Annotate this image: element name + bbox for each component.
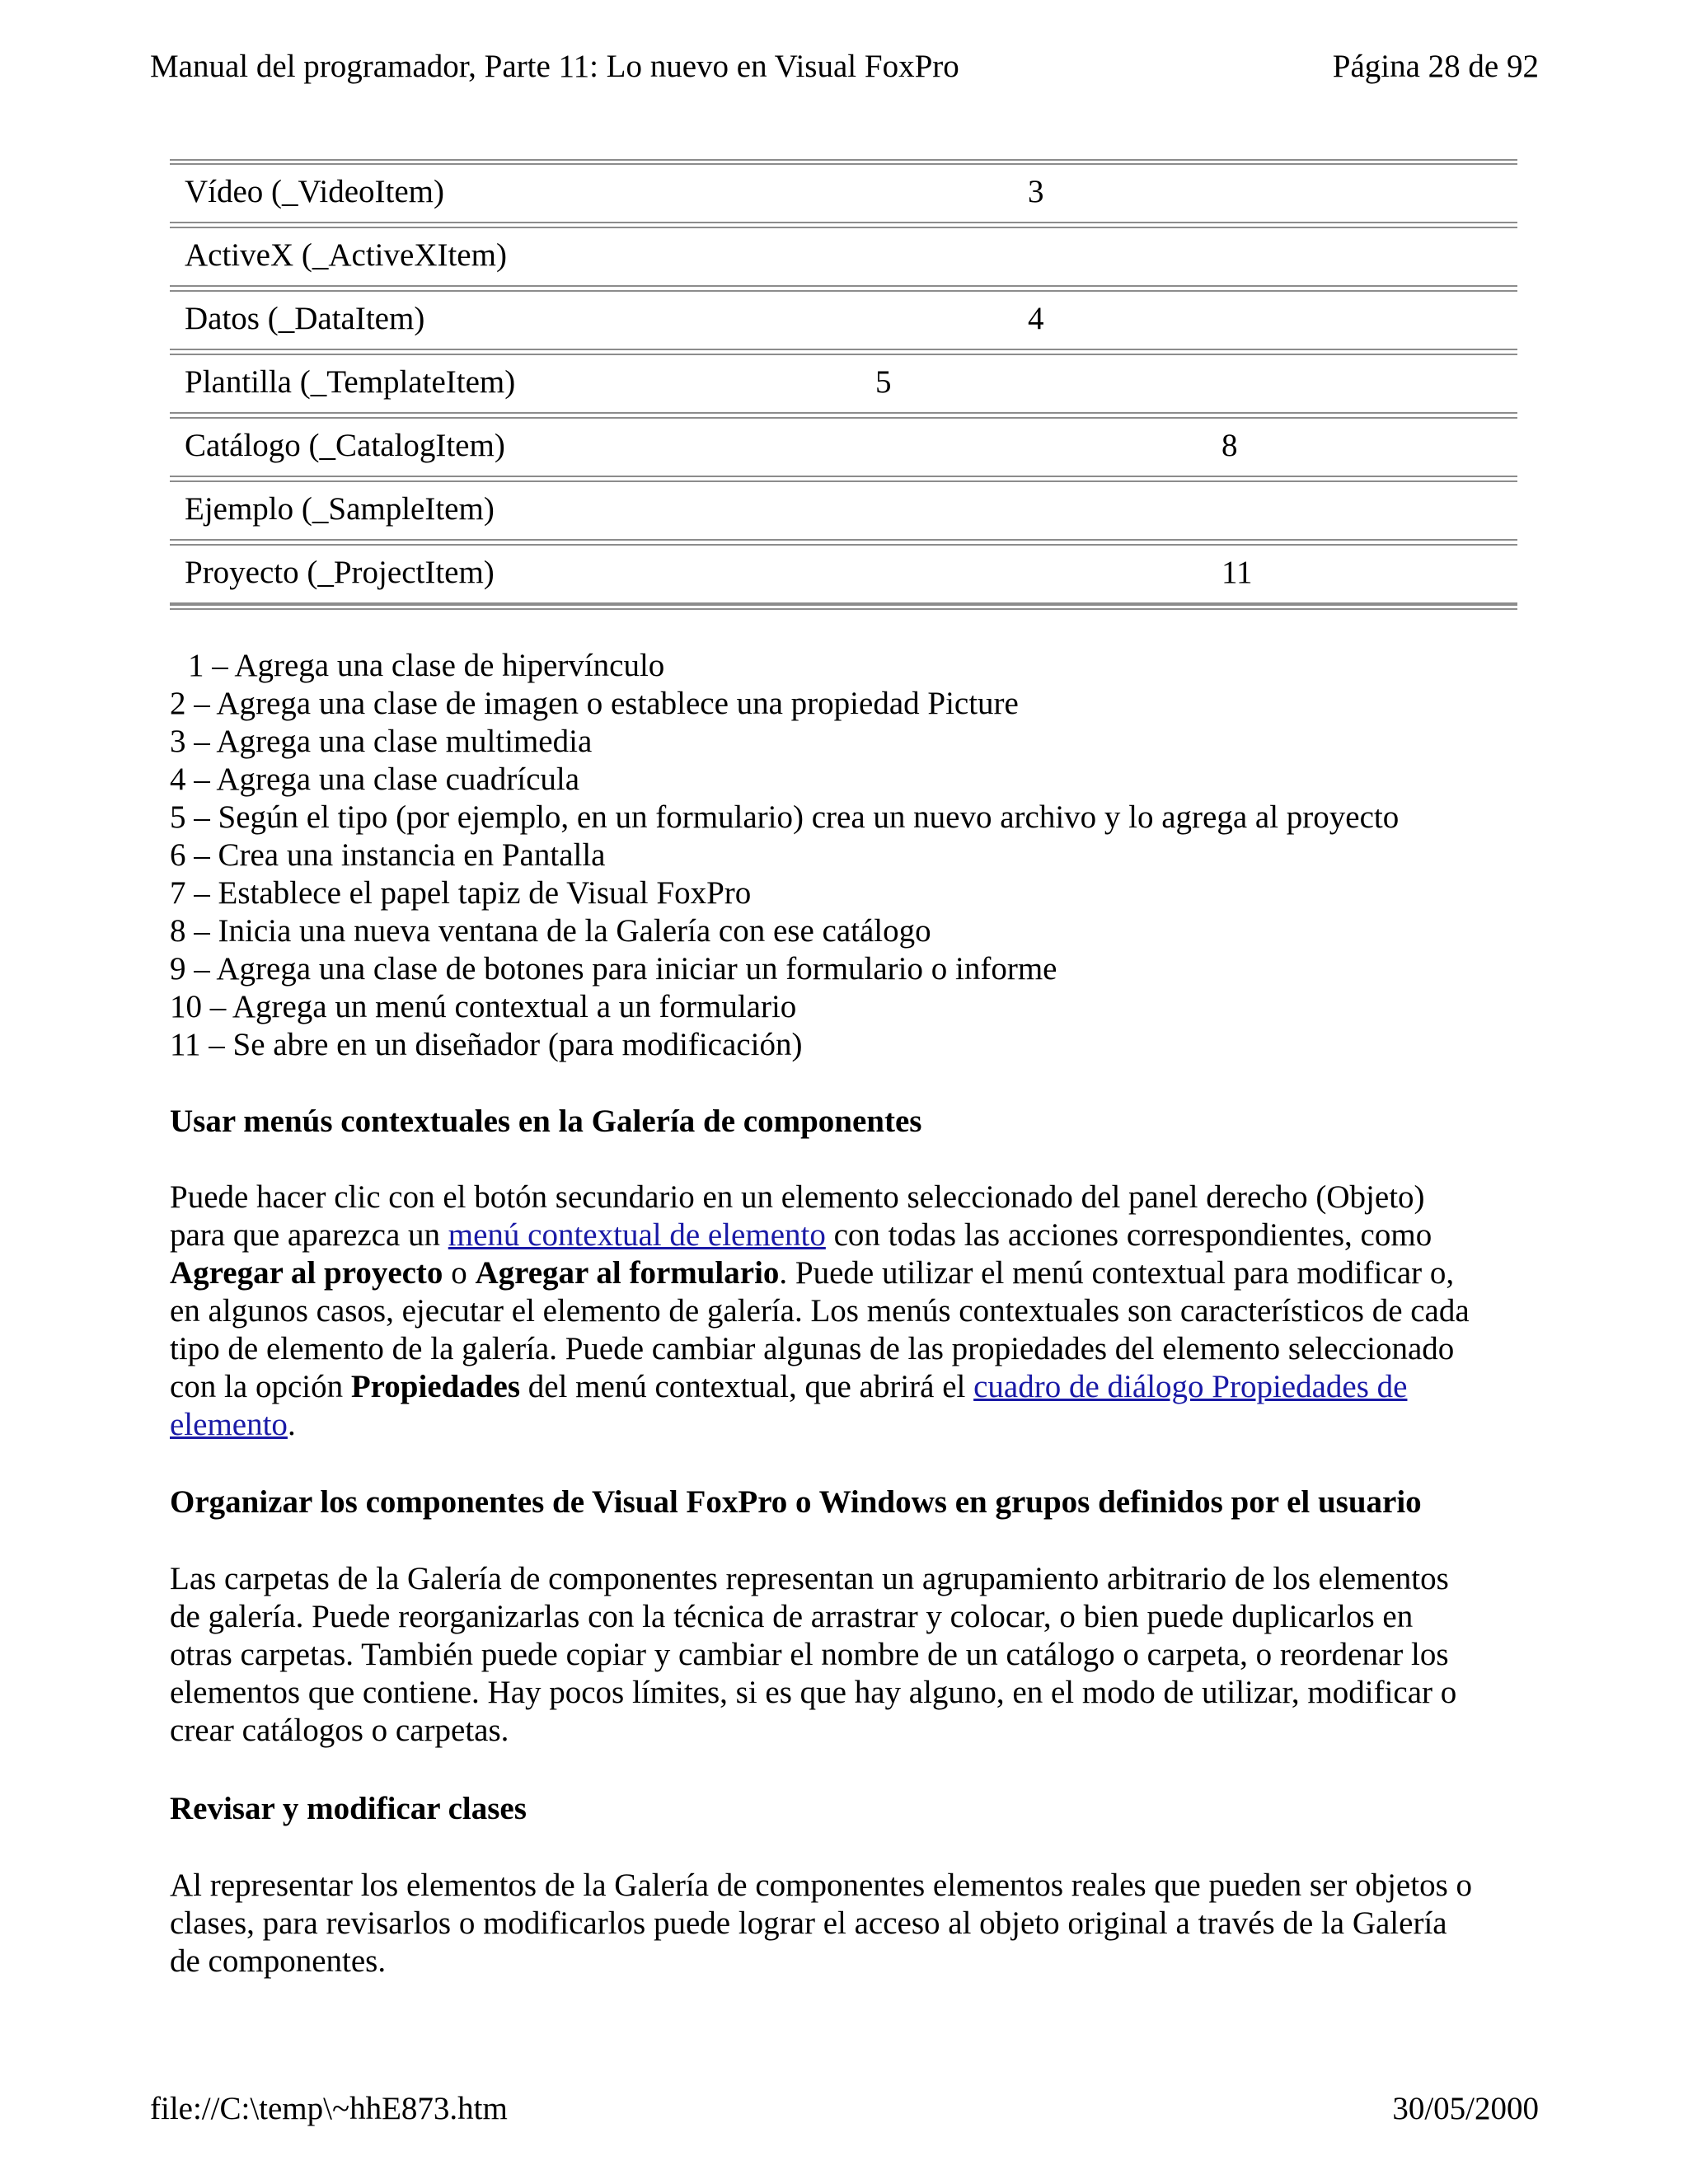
table-row [170,544,1517,604]
section-heading-review-classes: Revisar y modificar clases [170,1791,527,1826]
item-properties-dialog-link-cont[interactable]: elemento [170,1407,288,1442]
text-line: de galería. Puede reorganizarlas con la técnica de arrastrar y colocar, o bien puede duplicarlos en [170,1599,1414,1634]
item-type-cell: ActiveX (_ActiveXItem) [185,237,507,273]
note-item: 6 – Crea una instancia en Pantalla [170,837,606,873]
table-row [170,227,1517,287]
item-type-cell: Proyecto (_ProjectItem) [185,555,495,590]
text-line: Las carpetas de la Galería de componentes representan un agrupamiento arbitrario de los elementos [170,1561,1449,1596]
item-properties-dialog-link[interactable]: cuadro de diálogo Propiedades de [973,1369,1408,1404]
action-note-ref-cell: 4 [1028,301,1044,336]
text-line: Al representar los elementos de la Galería de componentes elementos reales que pueden ser objetos o [170,1868,1472,1903]
table-row [170,290,1517,350]
text-line: Puede hacer clic con el botón secundario en un elemento seleccionado del panel derecho (Objeto) [170,1179,1425,1215]
table-row [170,165,1517,223]
paragraph-review-classes [170,1867,1538,1980]
gallery-item-table [170,159,1517,610]
item-context-menu-link[interactable]: menú contextual de elemento [448,1217,826,1253]
paragraph-organize [170,1560,1538,1750]
action-notes-list [170,647,1399,1064]
table-row [170,480,1517,541]
note-item: 11 – Se abre en un diseñador (para modificación) [170,1027,803,1062]
section-heading-organize: Organizar los componentes de Visual FoxPro o Windows en grupos definidos por el usuario [170,1484,1422,1520]
text-line: elementos que contiene. Hay pocos límites, si es que hay alguno, en el modo de utilizar, modificar o [170,1675,1457,1710]
header-title: Manual del programador, Parte 11: Lo nuevo en Visual FoxPro [150,49,959,84]
footer-date: 30/05/2000 [1392,2091,1539,2126]
table-row [170,417,1517,477]
action-note-ref-cell: 8 [1221,428,1238,463]
table-row [170,354,1517,414]
page-number: Página 28 de 92 [1332,49,1539,84]
action-note-ref-cell: 3 [1028,174,1044,209]
item-type-cell: Plantilla (_TemplateItem) [185,364,516,400]
item-type-cell: Vídeo (_VideoItem) [185,174,444,209]
note-item: 10 – Agrega un menú contextual a un formulario [170,989,797,1024]
footer-file-path: file://C:\temp\~hhE873.htm [150,2091,508,2126]
table-bottom-rule [170,604,1517,610]
note-item: 4 – Agrega una clase cuadrícula [170,762,580,797]
note-item: 7 – Establece el papel tapiz de Visual FoxPro [170,875,752,911]
text-line: crear catálogos o carpetas. [170,1713,509,1748]
note-item: 8 – Inicia una nueva ventana de la Galería con ese catálogo [170,913,931,949]
note-item: 3 – Agrega una clase multimedia [170,724,593,759]
text-line: otras carpetas. También puede copiar y cambiar el nombre de un catálogo o carpeta, o reordenar los [170,1637,1449,1672]
item-type-cell: Ejemplo (_SampleItem) [185,491,495,527]
section-heading-context-menus: Usar menús contextuales en la Galería de componentes [170,1104,922,1139]
action-note-ref-cell: 5 [875,364,892,400]
note-item: 1 – Agrega una clase de hipervínculo [188,648,665,683]
note-item: 2 – Agrega una clase de imagen o establece una propiedad Picture [170,686,1019,721]
item-type-cell: Datos (_DataItem) [185,301,425,336]
table-top-rule [170,159,1517,165]
text-line: de componentes. [170,1943,387,1979]
action-note-ref-cell: 11 [1221,555,1253,590]
text-line: clases, para revisarlos o modificarlos puede lograr el acceso al objeto original a través de la Galería [170,1905,1447,1941]
note-item: 5 – Según el tipo (por ejemplo, en un formulario) crea un nuevo archivo y lo agrega al proyecto [170,799,1400,835]
paragraph-context-menus: Puede hacer clic con el botón secundario en un elemento seleccionado del panel derecho (Objeto) para que aparezca un menú contextual de elemento con todas las acciones correspondientes, como Agregar al proyecto o Agregar al formulario. Puede utilizar el menú contextual para modificar o, en algunos casos, ejecutar el elemento de galería. Los menús contextuales son característicos de cada tipo de elemento de la galería. Puede cambiar algunas de las propiedades del elemento seleccionado con la opción Propiedades del menú contextual, que abrirá el cuadro de diálogo Propiedades de elemento. [170,1179,1470,1442]
item-type-cell: Catálogo (_CatalogItem) [185,428,505,463]
note-item: 9 – Agrega una clase de botones para iniciar un formulario o informe [170,951,1057,987]
